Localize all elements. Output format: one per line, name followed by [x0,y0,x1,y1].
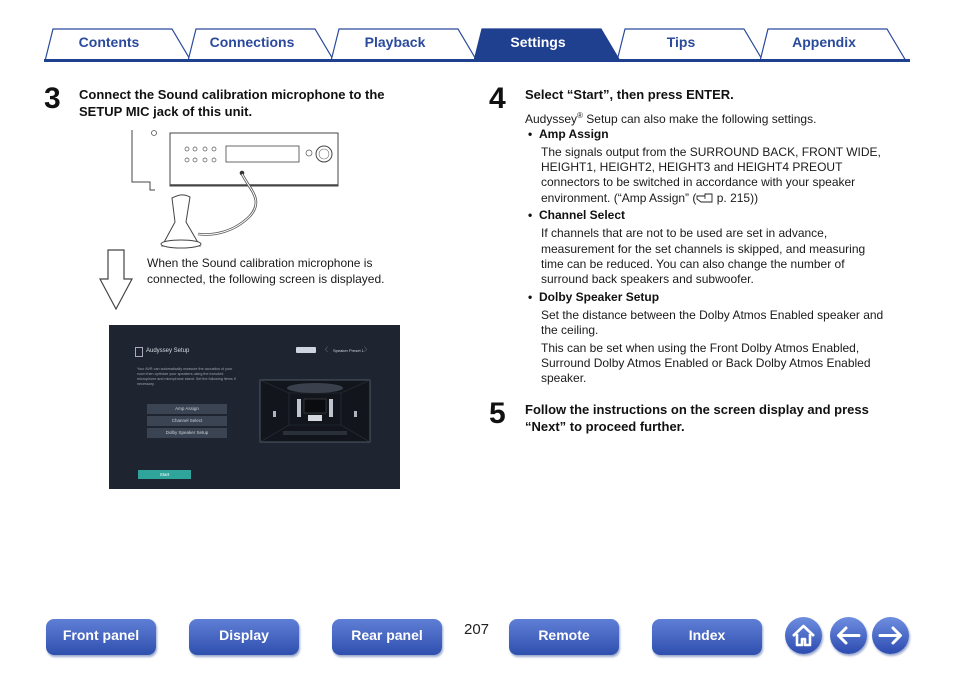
home-button[interactable] [785,617,822,654]
step-heading: Connect the Sound calibration microphone to the [79,87,385,102]
body-line: This can be set when using the Front Dolby Atmos Enabled, [541,341,860,355]
intro-text [525,108,816,128]
tab-label: Appendix [792,34,856,50]
bullet-amp-assign: • Amp Assign [539,127,609,141]
step-number: 4 [489,82,506,115]
menu-dolby-speaker-setup[interactable]: Dolby Speaker Setup [147,428,227,438]
home-icon [785,617,822,654]
rear-panel-button[interactable]: Rear panel [332,619,442,655]
step-number: 5 [489,397,506,430]
index-button[interactable]: Index [652,619,762,655]
registered-mark: ® [577,111,583,120]
screen-title-icon [135,347,143,357]
forward-button[interactable] [872,617,909,654]
remote-button[interactable]: Remote [509,619,619,655]
arrow-right-icon [872,617,909,654]
caption: When the Sound calibration microphone is [147,256,373,270]
tab-label: Connections [209,34,295,50]
down-arrow-icon [98,249,134,311]
tab-label: Contents [78,34,140,50]
body-line: connectors to be switched in accordance with your speaker [541,175,856,189]
step-heading: Select “Start”, then press ENTER. [525,87,734,102]
body-line: measurement for the set channels is skipped, and measuring [541,242,866,256]
menu-channel-select[interactable]: Channel Select [147,416,227,426]
tab-label: Settings [510,34,566,50]
tab-underline [44,59,910,62]
bullet-dolby-speaker-setup: • Dolby Speaker Setup [539,290,659,304]
pointing-hand-icon [696,192,713,202]
tab-contents[interactable] [44,27,192,61]
display-button[interactable]: Display [189,619,299,655]
room-speaker-layout-image [259,379,371,443]
menu-amp-assign[interactable]: Amp Assign [147,404,227,414]
body-line: HEIGHT1, HEIGHT2, HEIGHT3 and HEIGHT4 PREOUT [541,160,843,174]
preset-badge-icon [296,347,316,353]
body-line: The signals output from the SURROUND BACK, FRONT WIDE, [541,145,881,159]
intro-rest: Setup can also make the following settings. [582,112,817,126]
preset-prev-icon: 〈 [322,348,329,354]
page-number: 207 [464,621,490,638]
preset-label[interactable]: Speaker Preset 1 [333,348,364,353]
body-line: time can be reduced. You can also change the number of [541,257,845,271]
tab-label: Tips [666,34,696,50]
back-button[interactable] [830,617,867,654]
body-line: If channels that are not to be used are set in advance, [541,226,828,240]
preset-next-icon: 〉 [364,348,371,354]
page-link[interactable]: p. 215)) [713,191,759,205]
microphone-connection-illustration [128,128,348,253]
tab-appendix[interactable] [759,27,907,61]
intro-brand: Audyssey [525,112,578,126]
tab-connections[interactable] [187,27,335,61]
step-heading: “Next” to proceed further. [525,419,685,434]
front-panel-button[interactable]: Front panel [46,619,156,655]
body-line: Set the distance between the Dolby Atmos Enabled speaker and [541,308,884,322]
ref-text: environment. (“Amp Assign” ( [541,191,697,205]
tab-settings[interactable] [473,27,621,61]
tab-bar [44,27,910,61]
tab-playback[interactable] [330,27,478,61]
step-heading: SETUP MIC jack of this unit. [79,104,253,119]
step-number: 3 [44,82,61,115]
bullet-channel-select: • Channel Select [539,208,625,222]
arrow-left-icon [830,617,867,654]
tab-label: Playback [364,34,426,50]
audyssey-setup-screen [109,325,400,489]
body-line: the ceiling. [541,323,599,337]
screen-description: Your AVR can automatically measure the acoustics of your room then optimize your speakers using the included microphone and microphone stand. Set the following items if necessary. [137,367,236,386]
tab-tips[interactable] [616,27,764,61]
start-button[interactable]: Start [138,470,191,479]
body-line: speaker. [541,371,587,385]
screen-title: Audyssey Setup [146,348,190,354]
body-line: Surround Dolby Atmos Enabled or Back Dolby Atmos Enabled [541,356,871,370]
body-line: surround back speakers and subwoofer. [541,272,754,286]
step-heading: Follow the instructions on the screen display and press [525,402,869,417]
body-line [541,191,758,207]
caption: connected, the following screen is displayed. [147,272,385,286]
